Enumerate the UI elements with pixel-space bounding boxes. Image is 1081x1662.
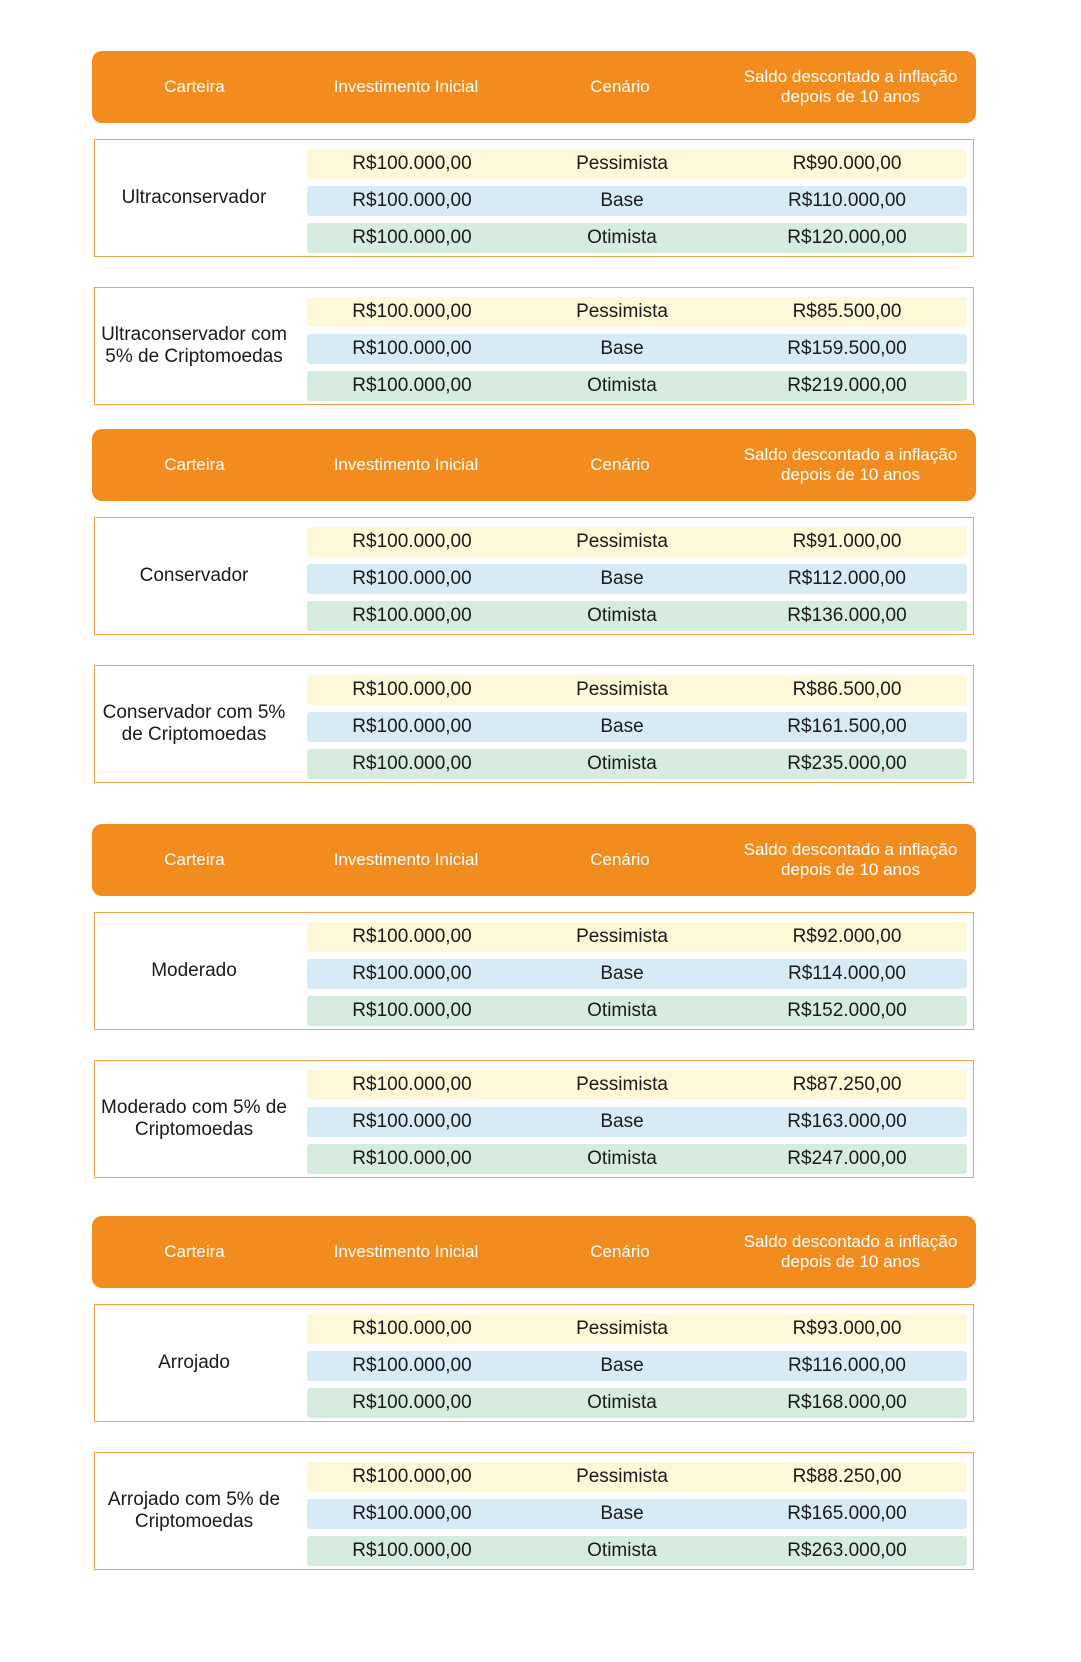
row-base <box>307 186 967 216</box>
header-carteira: Carteira <box>164 455 225 474</box>
investimento-value: R$100.000,00 <box>352 679 472 700</box>
scenario-rows <box>307 527 967 638</box>
cenario-value: Base <box>600 338 644 359</box>
header-carteira: Carteira <box>164 850 225 869</box>
row-base <box>307 564 967 594</box>
scenario-rows <box>307 1314 967 1425</box>
investimento-value: R$100.000,00 <box>352 338 472 359</box>
saldo-value: R$114.000,00 <box>788 963 906 984</box>
table-header <box>92 824 976 896</box>
saldo-value: R$263.000,00 <box>787 1540 907 1561</box>
investimento-value: R$100.000,00 <box>352 1540 472 1561</box>
wallet-card <box>94 139 974 257</box>
wallet-name: Conservador <box>139 565 249 586</box>
saldo-value: R$165.000,00 <box>787 1503 907 1524</box>
cenario-value: Otimista <box>587 375 657 396</box>
saldo-value: R$168.000,00 <box>787 1392 907 1413</box>
row-base <box>307 959 967 989</box>
row-pessimista <box>307 1462 967 1492</box>
wallet-card <box>94 517 974 635</box>
saldo-value: R$120.000,00 <box>787 227 907 248</box>
cenario-value: Otimista <box>587 1148 657 1169</box>
wallet-name: Arrojado <box>158 1352 230 1373</box>
investimento-value: R$100.000,00 <box>352 375 472 396</box>
row-pessimista <box>307 149 967 179</box>
saldo-value: R$219.000,00 <box>787 375 907 396</box>
row-base <box>307 334 967 364</box>
row-pessimista <box>307 1314 967 1344</box>
wallet-card <box>94 1304 974 1422</box>
table-header <box>92 1216 976 1288</box>
row-otimista <box>307 223 967 253</box>
header-saldo: Saldo descontado a inflação depois de 10 anos <box>743 67 958 106</box>
wallet-card <box>94 665 974 783</box>
row-otimista <box>307 1388 967 1418</box>
cenario-value: Otimista <box>587 1392 657 1413</box>
investimento-value: R$100.000,00 <box>352 227 472 248</box>
investimento-value: R$100.000,00 <box>352 605 472 626</box>
saldo-value: R$163.000,00 <box>787 1111 907 1132</box>
investimento-value: R$100.000,00 <box>352 1503 472 1524</box>
cenario-value: Base <box>600 1503 644 1524</box>
cenario-value: Pessimista <box>576 679 668 700</box>
row-base <box>307 1107 967 1137</box>
saldo-value: R$88.250,00 <box>792 1466 902 1487</box>
saldo-value: R$92.000,00 <box>792 926 902 947</box>
row-pessimista <box>307 922 967 952</box>
header-investimento-inicial: Investimento Inicial <box>333 77 479 96</box>
scenario-rows <box>307 297 967 408</box>
cenario-value: Pessimista <box>576 926 668 947</box>
cenario-value: Base <box>600 963 644 984</box>
investimento-value: R$100.000,00 <box>352 190 472 211</box>
cenario-value: Pessimista <box>576 531 668 552</box>
scenario-rows <box>307 1462 967 1573</box>
wallet-card <box>94 287 974 405</box>
saldo-value: R$91.000,00 <box>792 531 902 552</box>
investimento-value: R$100.000,00 <box>352 716 472 737</box>
wallet-name: Moderado <box>151 960 237 981</box>
row-otimista <box>307 749 967 779</box>
table-header <box>92 429 976 501</box>
row-pessimista <box>307 297 967 327</box>
saldo-value: R$235.000,00 <box>787 753 907 774</box>
scenario-rows <box>307 1070 967 1181</box>
row-otimista <box>307 371 967 401</box>
investimento-value: R$100.000,00 <box>352 963 472 984</box>
investimento-value: R$100.000,00 <box>352 301 472 322</box>
row-base <box>307 1351 967 1381</box>
saldo-value: R$159.500,00 <box>787 338 907 359</box>
investimento-value: R$100.000,00 <box>352 1392 472 1413</box>
investimento-value: R$100.000,00 <box>352 1355 472 1376</box>
header-cenario: Cenário <box>590 77 650 96</box>
investimento-value: R$100.000,00 <box>352 1074 472 1095</box>
saldo-value: R$86.500,00 <box>792 679 902 700</box>
scenario-rows <box>307 149 967 260</box>
cenario-value: Pessimista <box>576 1318 668 1339</box>
header-cenario: Cenário <box>590 850 650 869</box>
row-pessimista <box>307 675 967 705</box>
investimento-value: R$100.000,00 <box>352 1318 472 1339</box>
wallet-card <box>94 1060 974 1178</box>
cenario-value: Otimista <box>587 1000 657 1021</box>
header-carteira: Carteira <box>164 77 225 96</box>
header-investimento-inicial: Investimento Inicial <box>333 850 479 869</box>
cenario-value: Otimista <box>587 605 657 626</box>
saldo-value: R$152.000,00 <box>787 1000 907 1021</box>
header-investimento-inicial: Investimento Inicial <box>333 455 479 474</box>
investimento-value: R$100.000,00 <box>352 531 472 552</box>
investimento-value: R$100.000,00 <box>352 1466 472 1487</box>
cenario-value: Otimista <box>587 227 657 248</box>
wallet-card <box>94 1452 974 1570</box>
row-base <box>307 712 967 742</box>
cenario-value: Pessimista <box>576 1074 668 1095</box>
table-header <box>92 51 976 123</box>
investimento-value: R$100.000,00 <box>352 753 472 774</box>
saldo-value: R$136.000,00 <box>787 605 907 626</box>
investimento-value: R$100.000,00 <box>352 568 472 589</box>
cenario-value: Base <box>600 190 644 211</box>
wallet-name: Ultraconservador com 5% de Criptomoedas <box>101 324 287 367</box>
row-pessimista <box>307 527 967 557</box>
cenario-value: Base <box>600 1111 644 1132</box>
investimento-value: R$100.000,00 <box>352 926 472 947</box>
saldo-value: R$247.000,00 <box>787 1148 907 1169</box>
investimento-value: R$100.000,00 <box>352 1000 472 1021</box>
row-otimista <box>307 601 967 631</box>
saldo-value: R$85.500,00 <box>792 301 902 322</box>
cenario-value: Pessimista <box>576 1466 668 1487</box>
wallet-name: Moderado com 5% de Criptomoedas <box>101 1097 287 1140</box>
header-saldo: Saldo descontado a inflação depois de 10 anos <box>743 840 958 879</box>
row-base <box>307 1499 967 1529</box>
cenario-value: Otimista <box>587 1540 657 1561</box>
cenario-value: Otimista <box>587 753 657 774</box>
cenario-value: Pessimista <box>576 153 668 174</box>
header-cenario: Cenário <box>590 1242 650 1261</box>
investimento-value: R$100.000,00 <box>352 1148 472 1169</box>
scenario-rows <box>307 675 967 786</box>
scenario-rows <box>307 922 967 1033</box>
row-pessimista <box>307 1070 967 1100</box>
saldo-value: R$116.000,00 <box>788 1355 906 1376</box>
saldo-value: R$90.000,00 <box>792 153 902 174</box>
investimento-value: R$100.000,00 <box>352 153 472 174</box>
cenario-value: Pessimista <box>576 301 668 322</box>
header-carteira: Carteira <box>164 1242 225 1261</box>
wallet-name: Conservador com 5% de Criptomoedas <box>102 702 286 745</box>
wallet-card <box>94 912 974 1030</box>
saldo-value: R$112.000,00 <box>788 568 906 589</box>
investimento-value: R$100.000,00 <box>352 1111 472 1132</box>
saldo-value: R$161.500,00 <box>787 716 907 737</box>
saldo-value: R$93.000,00 <box>792 1318 902 1339</box>
header-cenario: Cenário <box>590 455 650 474</box>
header-saldo: Saldo descontado a inflação depois de 10 anos <box>743 445 958 484</box>
saldo-value: R$87.250,00 <box>792 1074 902 1095</box>
row-otimista <box>307 1144 967 1174</box>
saldo-value: R$110.000,00 <box>788 190 906 211</box>
header-saldo: Saldo descontado a inflação depois de 10 anos <box>743 1232 958 1271</box>
wallet-name: Arrojado com 5% de Criptomoedas <box>107 1489 281 1532</box>
header-investimento-inicial: Investimento Inicial <box>333 1242 479 1261</box>
row-otimista <box>307 996 967 1026</box>
cenario-value: Base <box>600 1355 644 1376</box>
cenario-value: Base <box>600 716 644 737</box>
cenario-value: Base <box>600 568 644 589</box>
wallet-name: Ultraconservador <box>121 187 267 208</box>
row-otimista <box>307 1536 967 1566</box>
